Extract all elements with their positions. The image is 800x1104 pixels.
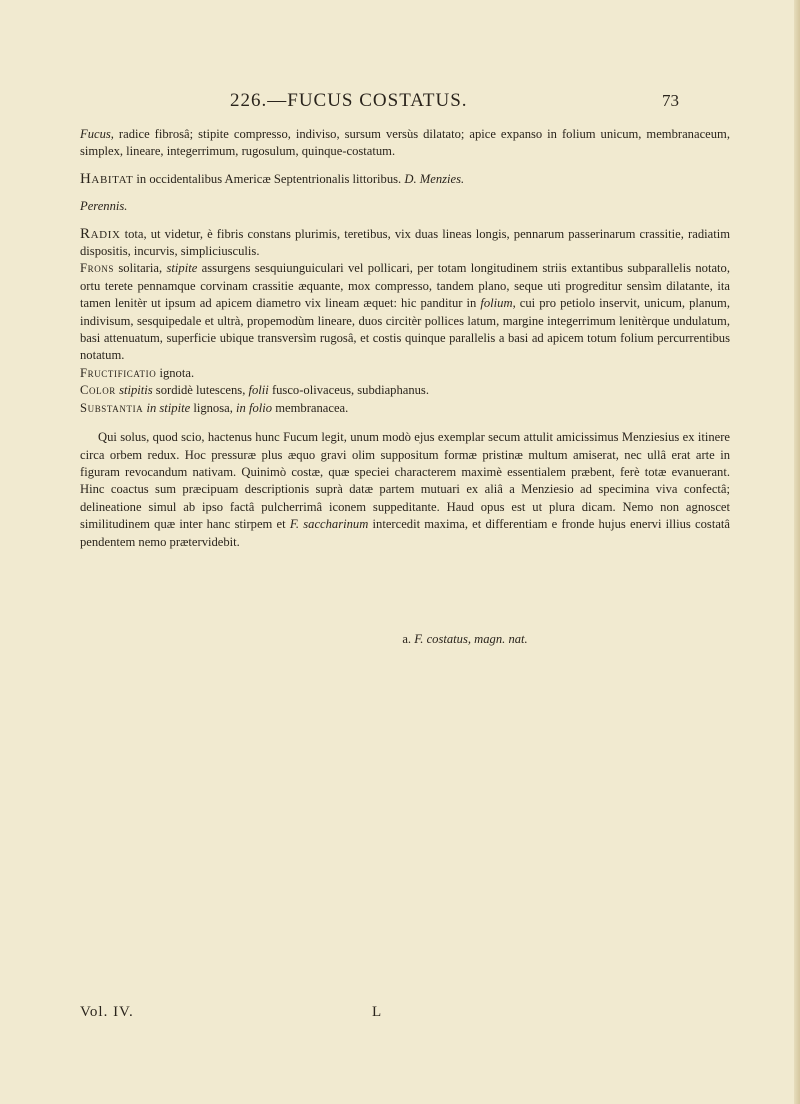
figure-caption (0, 632, 800, 647)
radix-paragraph: Radix tota, ut videtur, è fibris constans plurimis, teretibus, vix duas lineas longis, pennarum passerinarum crassitie, radiatim dispositis, incurvis, simpliciusculis. (80, 225, 730, 259)
signature-mark: L (372, 1004, 382, 1020)
page-number: 73 (662, 91, 679, 110)
habitat-paragraph: Habitat in occidentalibus Americæ Septentrionalis littoribus. D. Menzies. (80, 170, 465, 187)
fructificatio-paragraph: Fructificatio ignota. (80, 365, 195, 380)
substantia-paragraph: Substantia in stipite lignosa, in folio membranacea. (80, 400, 349, 415)
body-text (80, 126, 730, 551)
running-header (0, 90, 800, 120)
genus-name: Fucus, (80, 127, 114, 141)
commentary-paragraph: Qui solus, quod scio, hactenus hunc Fucum legit, unum modò ejus exemplar secum attulit amicissimus Menziesius ex itinere circa orbem redux. Hoc pressuræ plus æquo gravi olim suppositum formæ pristinæ multum amiserat, nec ullâ erat arte in figuram revocandum nativam. Quinimò costæ, quæ speciei characterem maximè essentialem præbent, ferè totæ evanuerant. Hinc coactus sum præcipuam descriptionis suprà datæ partem mutuari ex aliâ a Menziesio ad specimina viva confectâ; delineatione simul ab ipso factâ pulcherrimâ iconem suppeditante. Haud opus est ut plura dicam. Nemo non agnoscet similitudinem quæ inter hanc stirpem et F. saccharinum intercedit maxima, et differentiam e fronde hujus enervi illius costatâ pendentem nemo prætervidebit. (80, 430, 730, 549)
caption-text: F. costatus, magn. nat. (414, 632, 528, 646)
page-edge (794, 0, 800, 1104)
header-title: 226.—FUCUS COSTATUS. (230, 90, 468, 111)
frons-paragraph: Frons solitaria, stipite assurgens sesquiunguiculari vel pollicari, per totam longitudinem striis extantibus subparallelis notato, ortu terete pennamque corvinam crassitie æquante, mox compresso, tandem plano, seque uti progreditur sensìm dilatante, ita tamen lenitèr ut ipsum ad apicem diametro vix lineam æquet: hic panditur in folium, cui pro petiolo inservit, unicum, planum, indivisum, sesquipedale et ultrà, propemodùm lineare, duos circitèr pollices latum, margine integerrimum lenitèrque undulatum, basi attenuatum, superficie ubique transversìm rugosâ, et costis quinque parallelis a basi ad apicem totum folium percurrentibus notatum. (80, 261, 731, 363)
perennis-line: Perennis. (80, 199, 128, 214)
diagnosis-paragraph: Fucus, radice fibrosâ; stipite compresso, indiviso, sursum versùs dilatato; apice expanso in folium unicum, membranaceum, simplex, lineare, integerrimum, rugosulum, quinque-costatum. (80, 127, 730, 159)
color-paragraph: Color stipitis sordidè lutescens, folii fusco-olivaceus, subdiaphanus. (80, 383, 429, 398)
page-footer (0, 1004, 800, 1028)
volume-label: Vol. IV. (80, 1004, 134, 1020)
caption-letter: a. (402, 632, 412, 646)
